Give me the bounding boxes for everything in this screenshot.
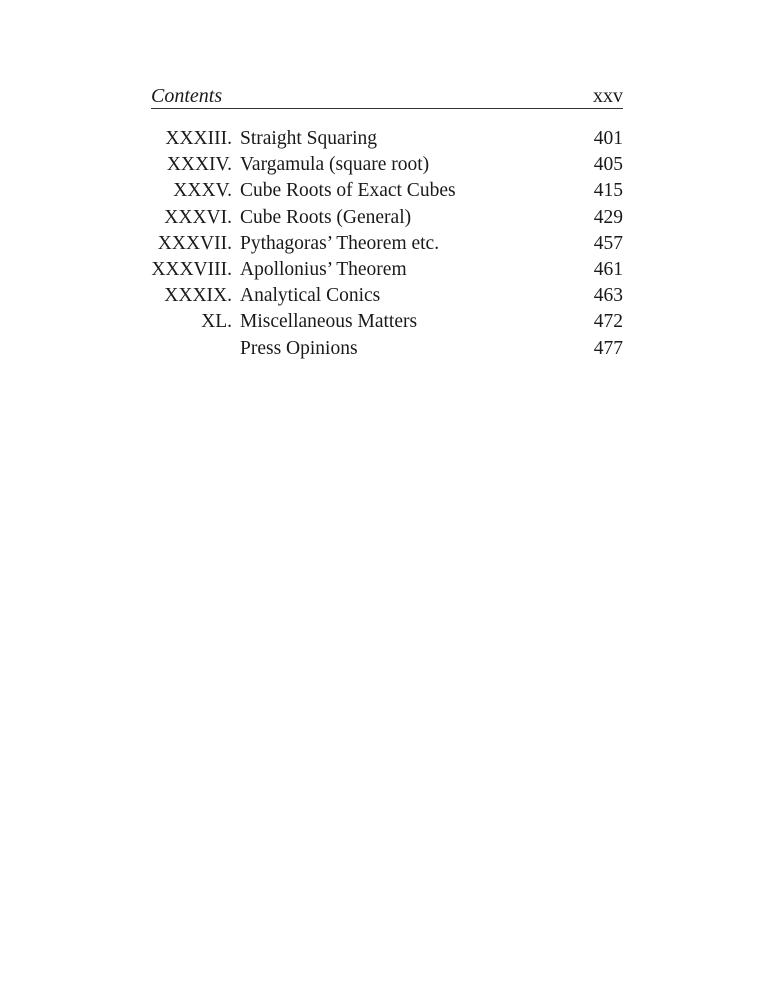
chapter-page: 477 [593, 337, 623, 359]
chapter-title: Vargamula (square root) [240, 154, 430, 176]
chapter-title: Straight Squaring [240, 128, 378, 149]
toc-entry [151, 309, 623, 335]
chapter-title: Miscellaneous Matters [240, 311, 418, 333]
toc-entry [151, 205, 623, 231]
chapter-title: Press Opinions [240, 337, 358, 359]
chapter-title: Cube Roots (General) [240, 206, 412, 228]
toc-entry [151, 178, 623, 204]
chapter-page: 415 [593, 180, 623, 202]
chapter-number: XXXVIII. [151, 258, 232, 280]
chapter-page: 461 [593, 258, 623, 280]
running-head-title: Contents [151, 85, 223, 107]
toc-entry [151, 257, 623, 283]
chapter-number: XXXVI. [164, 206, 232, 228]
chapter-number: XXXV. [173, 180, 232, 202]
toc-entry [151, 126, 623, 152]
chapter-number: XXXIX. [164, 285, 232, 307]
contents-page [151, 84, 623, 362]
chapter-title: Analytical Conics [240, 285, 381, 307]
running-head [151, 84, 623, 109]
chapter-title: Pythagoras’ Theorem etc. [240, 232, 440, 254]
chapter-title: Cube Roots of Exact Cubes [240, 180, 456, 202]
chapter-number: XXXVII. [157, 232, 232, 254]
toc-entry [151, 336, 623, 362]
chapter-number: XL. [201, 311, 232, 333]
page-number: xxv [593, 85, 623, 107]
chapter-page: 472 [593, 311, 623, 333]
toc-entry [151, 283, 623, 309]
chapter-page: 463 [593, 285, 623, 307]
chapter-page: 405 [593, 154, 623, 176]
toc-entry [151, 231, 623, 257]
toc-entry [151, 152, 623, 178]
chapter-page: 429 [593, 206, 623, 228]
table-of-contents [151, 126, 623, 362]
chapter-title: Apollonius’ Theorem [240, 258, 407, 280]
chapter-page: 401 [593, 128, 623, 149]
chapter-number: XXXIII. [165, 128, 232, 149]
chapter-number: XXXIV. [166, 154, 232, 176]
chapter-page: 457 [593, 232, 623, 254]
